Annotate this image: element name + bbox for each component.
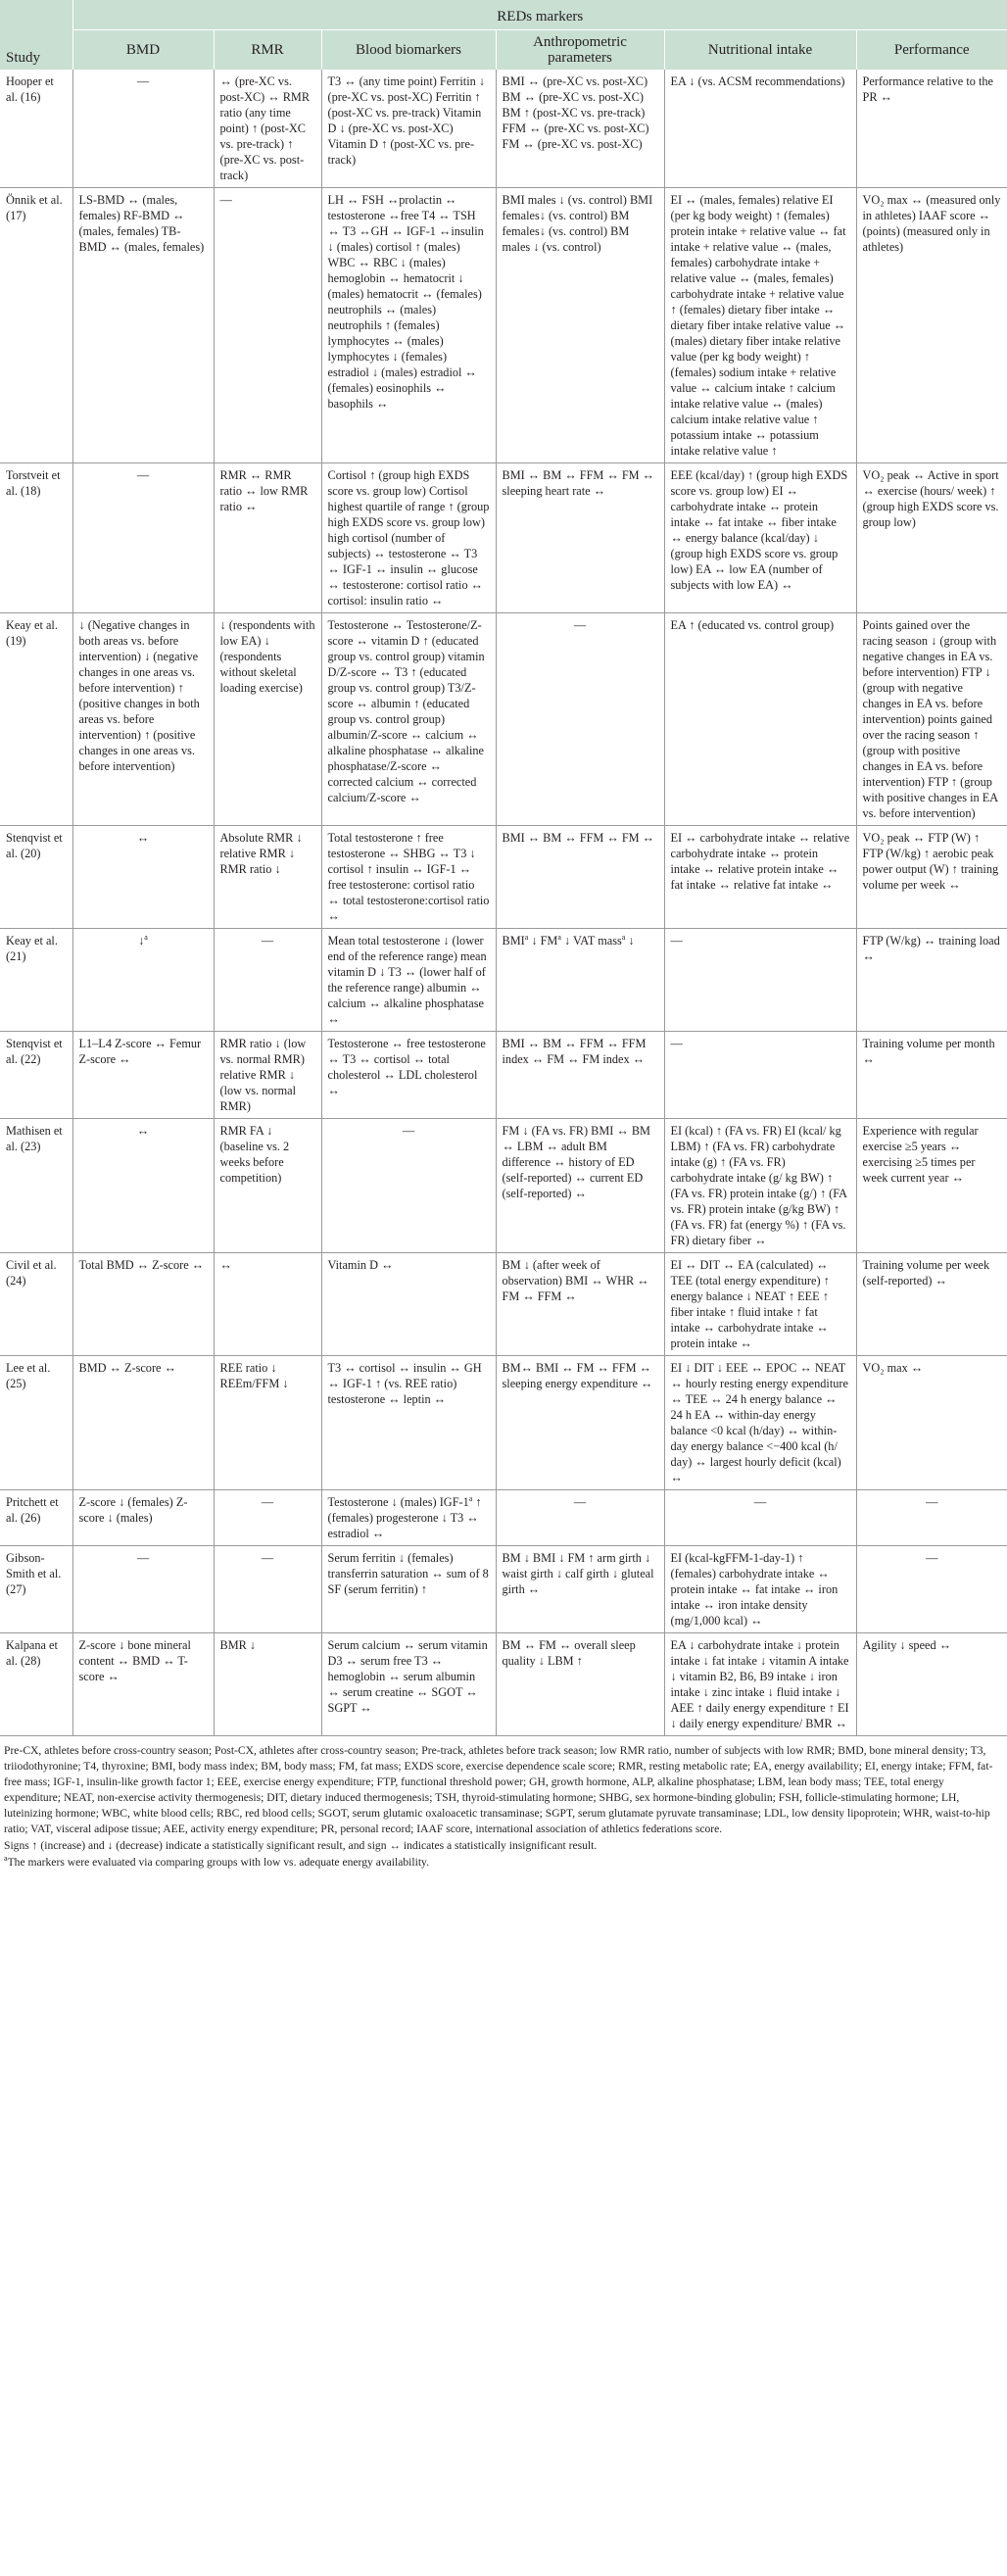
cell-rmr: — — [214, 929, 321, 1032]
cell-anthropometric: — — [496, 613, 664, 826]
column-header-study: Study — [0, 0, 72, 70]
table-row — [0, 1119, 1007, 1253]
cell-blood-biomarkers: Mean total testosterone ↓ (lower end of the reference range) mean vitamin D ↓ T3 ↔ (lower half of the reference range) albumin ↔ calcium ↔ alkaline phosphatase ↔ — [321, 929, 496, 1032]
table-row — [0, 70, 1007, 188]
cell-blood-biomarkers: Serum calcium ↔ serum vitamin D3 ↔ serum free T3 ↔ hemoglobin ↔ serum albumin ↔ serum creatine ↔ SGOT ↔ SGPT ↔ — [321, 1633, 496, 1736]
table-row — [0, 1546, 1007, 1633]
cell-blood-biomarkers: Testosterone ↔ Testosterone/Z-score ↔ vitamin D ↑ (educated group vs. control group) vitamin D/Z-score ↔ T3 ↑ (educated group vs. control group) T3/Z-score ↔ albumin ↑ (educated group vs. control group) albumin/Z-score ↔ calcium ↔ alkaline phosphatase ↔ alkaline phosphatase/Z-score ↔ corrected calcium ↔ corrected calcium/Z-score ↔ — [321, 613, 496, 826]
cell-rmr: ↔ — [214, 1253, 321, 1356]
cell-anthropometric: BM ↓ (after week of observation) BMI ↔ WHR ↔ FM ↔ FFM ↔ — [496, 1253, 664, 1356]
cell-bmd: L1–L4 Z-score ↔ Femur Z-score ↔ — [72, 1032, 214, 1119]
table-row — [0, 463, 1007, 613]
cell-anthropometric — [496, 929, 664, 1032]
table-row — [0, 929, 1007, 1032]
cell-study: Gibson-Smith et al. (27) — [0, 1546, 72, 1633]
cell-bmd: ↔ — [72, 826, 214, 929]
cell-bmd: ↔ — [72, 1119, 214, 1253]
column-header-performance: Performance — [856, 30, 1007, 71]
footnote-marker: a — [557, 932, 561, 942]
table-row — [0, 1032, 1007, 1119]
cell-rmr: RMR ratio ↓ (low vs. normal RMR) relative RMR ↓ (low vs. normal RMR) — [214, 1032, 321, 1119]
cell-performance: Points gained over the racing season ↓ (group with negative changes in EA vs. before intervention) FTP ↓ (group with negative changes in EA vs. before intervention) points gained over the racing season ↑ (group with positive changes in EA vs. before intervention) FTP ↑ (group with positive changes in EA vs. before intervention) — [856, 613, 1007, 826]
cell-study: Lee et al. (25) — [0, 1356, 72, 1490]
cell-performance: VO₂ max ↔ (measured only in athletes) IAAF score ↔ (points) (measured only in athletes) — [856, 188, 1007, 463]
cell-rmr: — — [214, 1546, 321, 1633]
cell-performance: — — [856, 1546, 1007, 1633]
cell-study: Keay et al. (21) — [0, 929, 72, 1032]
group-header-reds-markers: REDs markers — [72, 0, 1007, 30]
column-header-anthropometric-parameters: Anthropometric parameters — [496, 30, 664, 71]
cell-bmd: LS-BMD ↔ (males, females) RF-BMD ↔ (males, females) TB-BMD ↔ (males, females) — [72, 188, 214, 463]
cell-blood-biomarkers — [321, 1490, 496, 1546]
cell-anthropometric: BM↔ BMI ↔ FM ↔ FFM ↔ sleeping energy expenditure ↔ — [496, 1356, 664, 1490]
cell-study: Önnik et al. (17) — [0, 188, 72, 463]
cell-study: Hooper et al. (16) — [0, 70, 72, 188]
cell-study: Pritchett et al. (26) — [0, 1490, 72, 1546]
column-header-rmr: RMR — [214, 30, 321, 71]
cell-anthropometric: — — [496, 1490, 664, 1546]
cell-study: Stenqvist et al. (20) — [0, 826, 72, 929]
cell-rmr: ↓ (respondents with low EA) ↓ (respondents without skeletal loading exercise) — [214, 613, 321, 826]
footnote-marker: a — [621, 932, 626, 942]
cell-performance: VO₂ peak ↔ FTP (W) ↑ FTP (W/kg) ↑ aerobic peak power output (W) ↑ training volume per week ↔ — [856, 826, 1007, 929]
anthro-text: BMI — [502, 934, 525, 948]
cell-blood-biomarkers: — — [321, 1119, 496, 1253]
cell-anthropometric: BMI ↔ BM ↔ FFM ↔ FM ↔ sleeping heart rate ↔ — [496, 463, 664, 613]
footnote-marker: a — [524, 932, 529, 942]
cell-rmr: — — [214, 1490, 321, 1546]
cell-rmr: RMR ↔ RMR ratio ↔ low RMR ratio ↔ — [214, 463, 321, 613]
cell-bmd — [72, 929, 214, 1032]
blood-text: ↑ (females) progesterone ↓ T3 ↔ estradiol ↔ — [327, 1495, 482, 1540]
cell-anthropometric: FM ↓ (FA vs. FR) BMI ↔ BM ↔ LBM ↔ adult BM difference ↔ history of ED (self-reported) ↔ current ED (self-reported) ↔ — [496, 1119, 664, 1253]
cell-performance: Experience with regular exercise ≥5 years ↔ exercising ≥5 times per week current year ↔ — [856, 1119, 1007, 1253]
footnote-abbreviations: Pre-CX, athletes before cross-country season; Post-CX, athletes after cross-country season; Pre-track, athletes before track season; low RMR ratio, number of subjects with low RMR; BMD, bone mineral density; T3, triiodothyronine; T4, thyroxine; BMI, body mass index; BM, body mass; FM, fat mass; EXDS score, exercise dependence scale score; RMR, resting metabolic rate; EA, energy availability; EI, energy intake; FFM, fat-free mass; IGF-1, insulin-like growth factor 1; EEE, exercise energy expenditure; FTP, functional threshold power; GH, growth hormone, ALP, alkaline phosphatase; LBM, lean body mass; TEE, total energy expenditure; NEAT, non-exercise activity thermogenesis; DIT, dietary induced thermogenesis; TSH, thyroid-stimulating hormone; SHBG, sex hormone-binding globulin; FSH, follicle-stimulating hormone; LH, luteinizing hormone; WBC, white blood cells; RBC, red blood cells; SGOT, serum glutamic oxaloacetic transaminase; SGPT, serum glutamate pyruvate transaminase; LDL, low density lipoprotein; WHR, waist-to-hip ratio; VAT, visceral adipose tissue; AEE, activity energy expenditure; PR, personal record; IAAF score, international association of athletics federations score. — [4, 1744, 993, 1835]
cell-performance: Performance relative to the PR ↔ — [856, 70, 1007, 188]
group-header-row — [0, 0, 1007, 30]
table-footnotes — [0, 1736, 1007, 1871]
cell-nutritional-intake: — — [664, 1032, 856, 1119]
cell-rmr: REE ratio ↓ REEm/FFM ↓ — [214, 1356, 321, 1490]
cell-nutritional-intake: — — [664, 1490, 856, 1546]
cell-study: Mathisen et al. (23) — [0, 1119, 72, 1253]
cell-performance: Agility ↓ speed ↔ — [856, 1633, 1007, 1736]
cell-performance: Training volume per week (self-reported) ↔ — [856, 1253, 1007, 1356]
cell-performance: VO₂ peak ↔ Active in sport ↔ exercise (hours/ week) ↑ (group high EXDS score vs. group low) — [856, 463, 1007, 613]
cell-nutritional-intake: EI ↔ carbohydrate intake ↔ relative carbohydrate intake ↔ protein intake ↔ relative protein intake ↔ fat intake ↔ relative fat intake ↔ — [664, 826, 856, 929]
cell-rmr: RMR FA ↓ (baseline vs. 2 weeks before competition) — [214, 1119, 321, 1253]
cell-nutritional-intake: EEE (kcal/day) ↑ (group high EXDS score vs. group low) EI ↔ carbohydrate intake ↔ protein intake ↔ fat intake ↔ fiber intake ↔ energy balance (kcal/day) ↓ (group high EXDS score vs. group low) EA ↔ low EA (number of subjects with low EA) ↔ — [664, 463, 856, 613]
cell-blood-biomarkers: T3 ↔ (any time point) Ferritin ↓ (pre-XC vs. post-XC) Ferritin ↑ (post-XC vs. pre-track) Vitamin D ↓ (pre-XC vs. post-XC) Vitamin D ↑ (post-XC vs. pre-track) — [321, 70, 496, 188]
cell-bmd: Z-score ↓ bone mineral content ↔ BMD ↔ T-score ↔ — [72, 1633, 214, 1736]
cell-blood-biomarkers: Serum ferritin ↓ (females) transferrin saturation ↔ sum of 8 SF (serum ferritin) ↑ — [321, 1546, 496, 1633]
cell-nutritional-intake: EI ↔ (males, females) relative EI (per kg body weight) ↑ (females) protein intake + relative value ↔ fat intake + relative value ↔ (males, females) carbohydrate intake + relative value ↔ (males, females) carbohydrate intake + relative value ↑ (females) dietary fiber intake ↔ dietary fiber intake relative value ↔ (males) dietary fiber intake relative value (per kg body weight) ↑ (females) sodium intake + relative value ↔ calcium intake ↑ calcium intake relative value ↔ (males) calcium intake relative value ↑ potassium intake ↔ potassium intake relative value ↑ — [664, 188, 856, 463]
anthro-text: ↓ — [625, 934, 635, 948]
bmd-value: ↓ — [138, 934, 145, 948]
cell-anthropometric: BMI ↔ (pre-XC vs. post-XC) BM ↔ (pre-XC vs. post-XC) BM ↑ (post-XC vs. pre-track) FFM ↔ (pre-XC vs. post-XC) FM ↔ (pre-XC vs. post-XC) — [496, 70, 664, 188]
column-header-bmd: BMD — [72, 30, 214, 71]
cell-nutritional-intake: EA ↓ (vs. ACSM recommendations) — [664, 70, 856, 188]
cell-study: Keay et al. (19) — [0, 613, 72, 826]
table-row — [0, 1253, 1007, 1356]
cell-blood-biomarkers: Total testosterone ↑ free testosterone ↔ SHBG ↔ T3 ↓ cortisol ↑ insulin ↔ IGF-1 ↔ free testosterone: cortisol ratio ↔ total testosterone:cortisol ratio ↔ — [321, 826, 496, 929]
cell-anthropometric: BM ↓ BMI ↓ FM ↑ arm girth ↓ waist girth ↓ calf girth ↓ gluteal girth ↔ — [496, 1546, 664, 1633]
footnote-marker: a — [468, 1493, 473, 1503]
cell-bmd: Z-score ↓ (females) Z-score ↓ (males) — [72, 1490, 214, 1546]
cell-performance: — — [856, 1490, 1007, 1546]
table-row — [0, 1490, 1007, 1546]
cell-anthropometric: BMI ↔ BM ↔ FFM ↔ FFM index ↔ FM ↔ FM index ↔ — [496, 1032, 664, 1119]
column-header-row — [0, 30, 1007, 71]
column-header-blood-biomarkers: Blood biomarkers — [321, 30, 496, 71]
cell-rmr: BMR ↓ — [214, 1633, 321, 1736]
cell-bmd: — — [72, 463, 214, 613]
footnote-a-text: The markers were evaluated via comparing groups with low vs. adequate energy availability. — [7, 1856, 429, 1869]
cell-nutritional-intake: EI (kcal-kgFFM-1-day-1) ↑ (females) carbohydrate intake ↔ protein intake ↔ fat intake ↔ iron intake ↔ iron intake density (mg/1,000 kcal) ↔ — [664, 1546, 856, 1633]
cell-performance: Training volume per month ↔ — [856, 1032, 1007, 1119]
table-row — [0, 1356, 1007, 1490]
cell-study: Stenqvist et al. (22) — [0, 1032, 72, 1119]
cell-anthropometric: BMI males ↓ (vs. control) BMI females↓ (vs. control) BM females↓ (vs. control) BM males ↓ (vs. control) — [496, 188, 664, 463]
cell-blood-biomarkers: Testosterone ↔ free testosterone ↔ T3 ↔ cortisol ↔ total cholesterol ↔ LDL cholesterol ↔ — [321, 1032, 496, 1119]
cell-bmd: — — [72, 70, 214, 188]
cell-nutritional-intake: EA ↑ (educated vs. control group) — [664, 613, 856, 826]
footnote-marker: a — [4, 1854, 8, 1864]
cell-study: Civil et al. (24) — [0, 1253, 72, 1356]
cell-study: Kalpana et al. (28) — [0, 1633, 72, 1736]
cell-nutritional-intake: EI ↓ DIT ↓ EEE ↔ EPOC ↔ NEAT ↔ hourly resting energy expenditure ↔ TEE ↔ 24 h energy balance ↔ 24 h EA ↔ within-day energy balance <0 kcal (h/day) ↔ within-day energy balance <−400 kcal (h/ day) ↔ largest hourly deficit (kcal) ↔ — [664, 1356, 856, 1490]
footnote-a — [4, 1855, 1003, 1871]
footnote-marker: a — [144, 932, 148, 942]
anthro-text: ↓ FM — [528, 934, 558, 948]
footnote-signs: Signs ↑ (increase) and ↓ (decrease) indicate a statistically significant result, and sign ↔ indicates a statistically insignificant result. — [4, 1839, 598, 1852]
cell-anthropometric: BM ↔ FM ↔ overall sleep quality ↓ LBM ↑ — [496, 1633, 664, 1736]
table-row — [0, 613, 1007, 826]
cell-study: Torstveit et al. (18) — [0, 463, 72, 613]
blood-text: Testosterone ↓ (males) IGF-1 — [327, 1495, 469, 1509]
cell-rmr: — — [214, 188, 321, 463]
cell-blood-biomarkers: Vitamin D ↔ — [321, 1253, 496, 1356]
cell-bmd: — — [72, 1546, 214, 1633]
cell-nutritional-intake: EI (kcal) ↑ (FA vs. FR) EI (kcal/ kg LBM) ↑ (FA vs. FR) carbohydrate intake (g) ↑ (FA vs. FR) carbohydrate intake (g/ kg BW) ↑ (FA vs. FR) protein intake (g/) ↑ (FA vs. FR) protein intake (g/kg BW) ↑ (FA vs. FR) fat (energy %) ↑ (FA vs. FR) dietary fiber ↔ — [664, 1119, 856, 1253]
cell-bmd: ↓ (Negative changes in both areas vs. before intervention) ↓ (negative changes in one areas vs. before intervention) ↑ (positive changes in both areas vs. before intervention) ↑ (positive changes in one areas vs. before intervention) — [72, 613, 214, 826]
cell-rmr: Absolute RMR ↓ relative RMR ↓ RMR ratio ↓ — [214, 826, 321, 929]
cell-nutritional-intake: EA ↓ carbohydrate intake ↓ protein intake ↓ fat intake ↓ vitamin A intake ↓ vitamin B2, B6, B9 intake ↓ iron intake ↓ zinc intake ↓ fluid intake ↓ AEE ↑ daily energy expenditure ↑ EI ↓ daily energy expenditure/ BMR ↔ — [664, 1633, 856, 1736]
cell-rmr: ↔ (pre-XC vs. post-XC) ↔ RMR ratio (any time point) ↑ (post-XC vs. pre-track) ↑ (pre-XC vs. post-track) — [214, 70, 321, 188]
table-row — [0, 826, 1007, 929]
column-header-nutritional-intake: Nutritional intake — [664, 30, 856, 71]
cell-nutritional-intake: EI ↔ DIT ↔ EA (calculated) ↔ TEE (total energy expenditure) ↑ energy balance ↓ NEAT ↑ EEE ↑ fiber intake ↑ fluid intake ↑ fat intake ↔ carbohydrate intake ↔ protein intake ↔ — [664, 1253, 856, 1356]
cell-nutritional-intake: — — [664, 929, 856, 1032]
cell-anthropometric: BMI ↔ BM ↔ FFM ↔ FM ↔ — [496, 826, 664, 929]
table-row — [0, 188, 1007, 463]
cell-bmd: BMD ↔ Z-score ↔ — [72, 1356, 214, 1490]
cell-blood-biomarkers: Cortisol ↑ (group high EXDS score vs. group low) Cortisol highest quartile of range ↑ (group high EXDS score vs. group low) high cortisol (number of subjects) ↔ testosterone ↔ T3 ↔ IGF-1 ↔ insulin ↔ glucose ↔ testosterone: cortisol ratio ↔ cortisol: insulin ratio ↔ — [321, 463, 496, 613]
cell-performance: VO₂ max ↔ — [856, 1356, 1007, 1490]
cell-bmd: Total BMD ↔ Z-score ↔ — [72, 1253, 214, 1356]
cell-performance: FTP (W/kg) ↔ training load ↔ — [856, 929, 1007, 1032]
anthro-text: ↓ VAT mass — [560, 934, 622, 948]
cell-blood-biomarkers: T3 ↔ cortisol ↔ insulin ↔ GH ↔ IGF-1 ↑ (vs. REE ratio) testosterone ↔ leptin ↔ — [321, 1356, 496, 1490]
cell-blood-biomarkers: LH ↔ FSH ↔prolactin ↔ testosterone ↔free T4 ↔ TSH ↔ T3 ↔GH ↔ IGF-1 ↔insulin ↓ (males) cortisol ↑ (males) WBC ↔ RBC ↓ (males) hemoglobin ↔ hematocrit ↓ (males) hematocrit ↔ (females) neutrophils ↔ (males) neutrophils ↑ (females) lymphocytes ↔ (males) lymphocytes ↓ (females) estradiol ↓ (males) estradiol ↔ (females) eosinophils ↔ basophils ↔ — [321, 188, 496, 463]
table-row — [0, 1633, 1007, 1736]
